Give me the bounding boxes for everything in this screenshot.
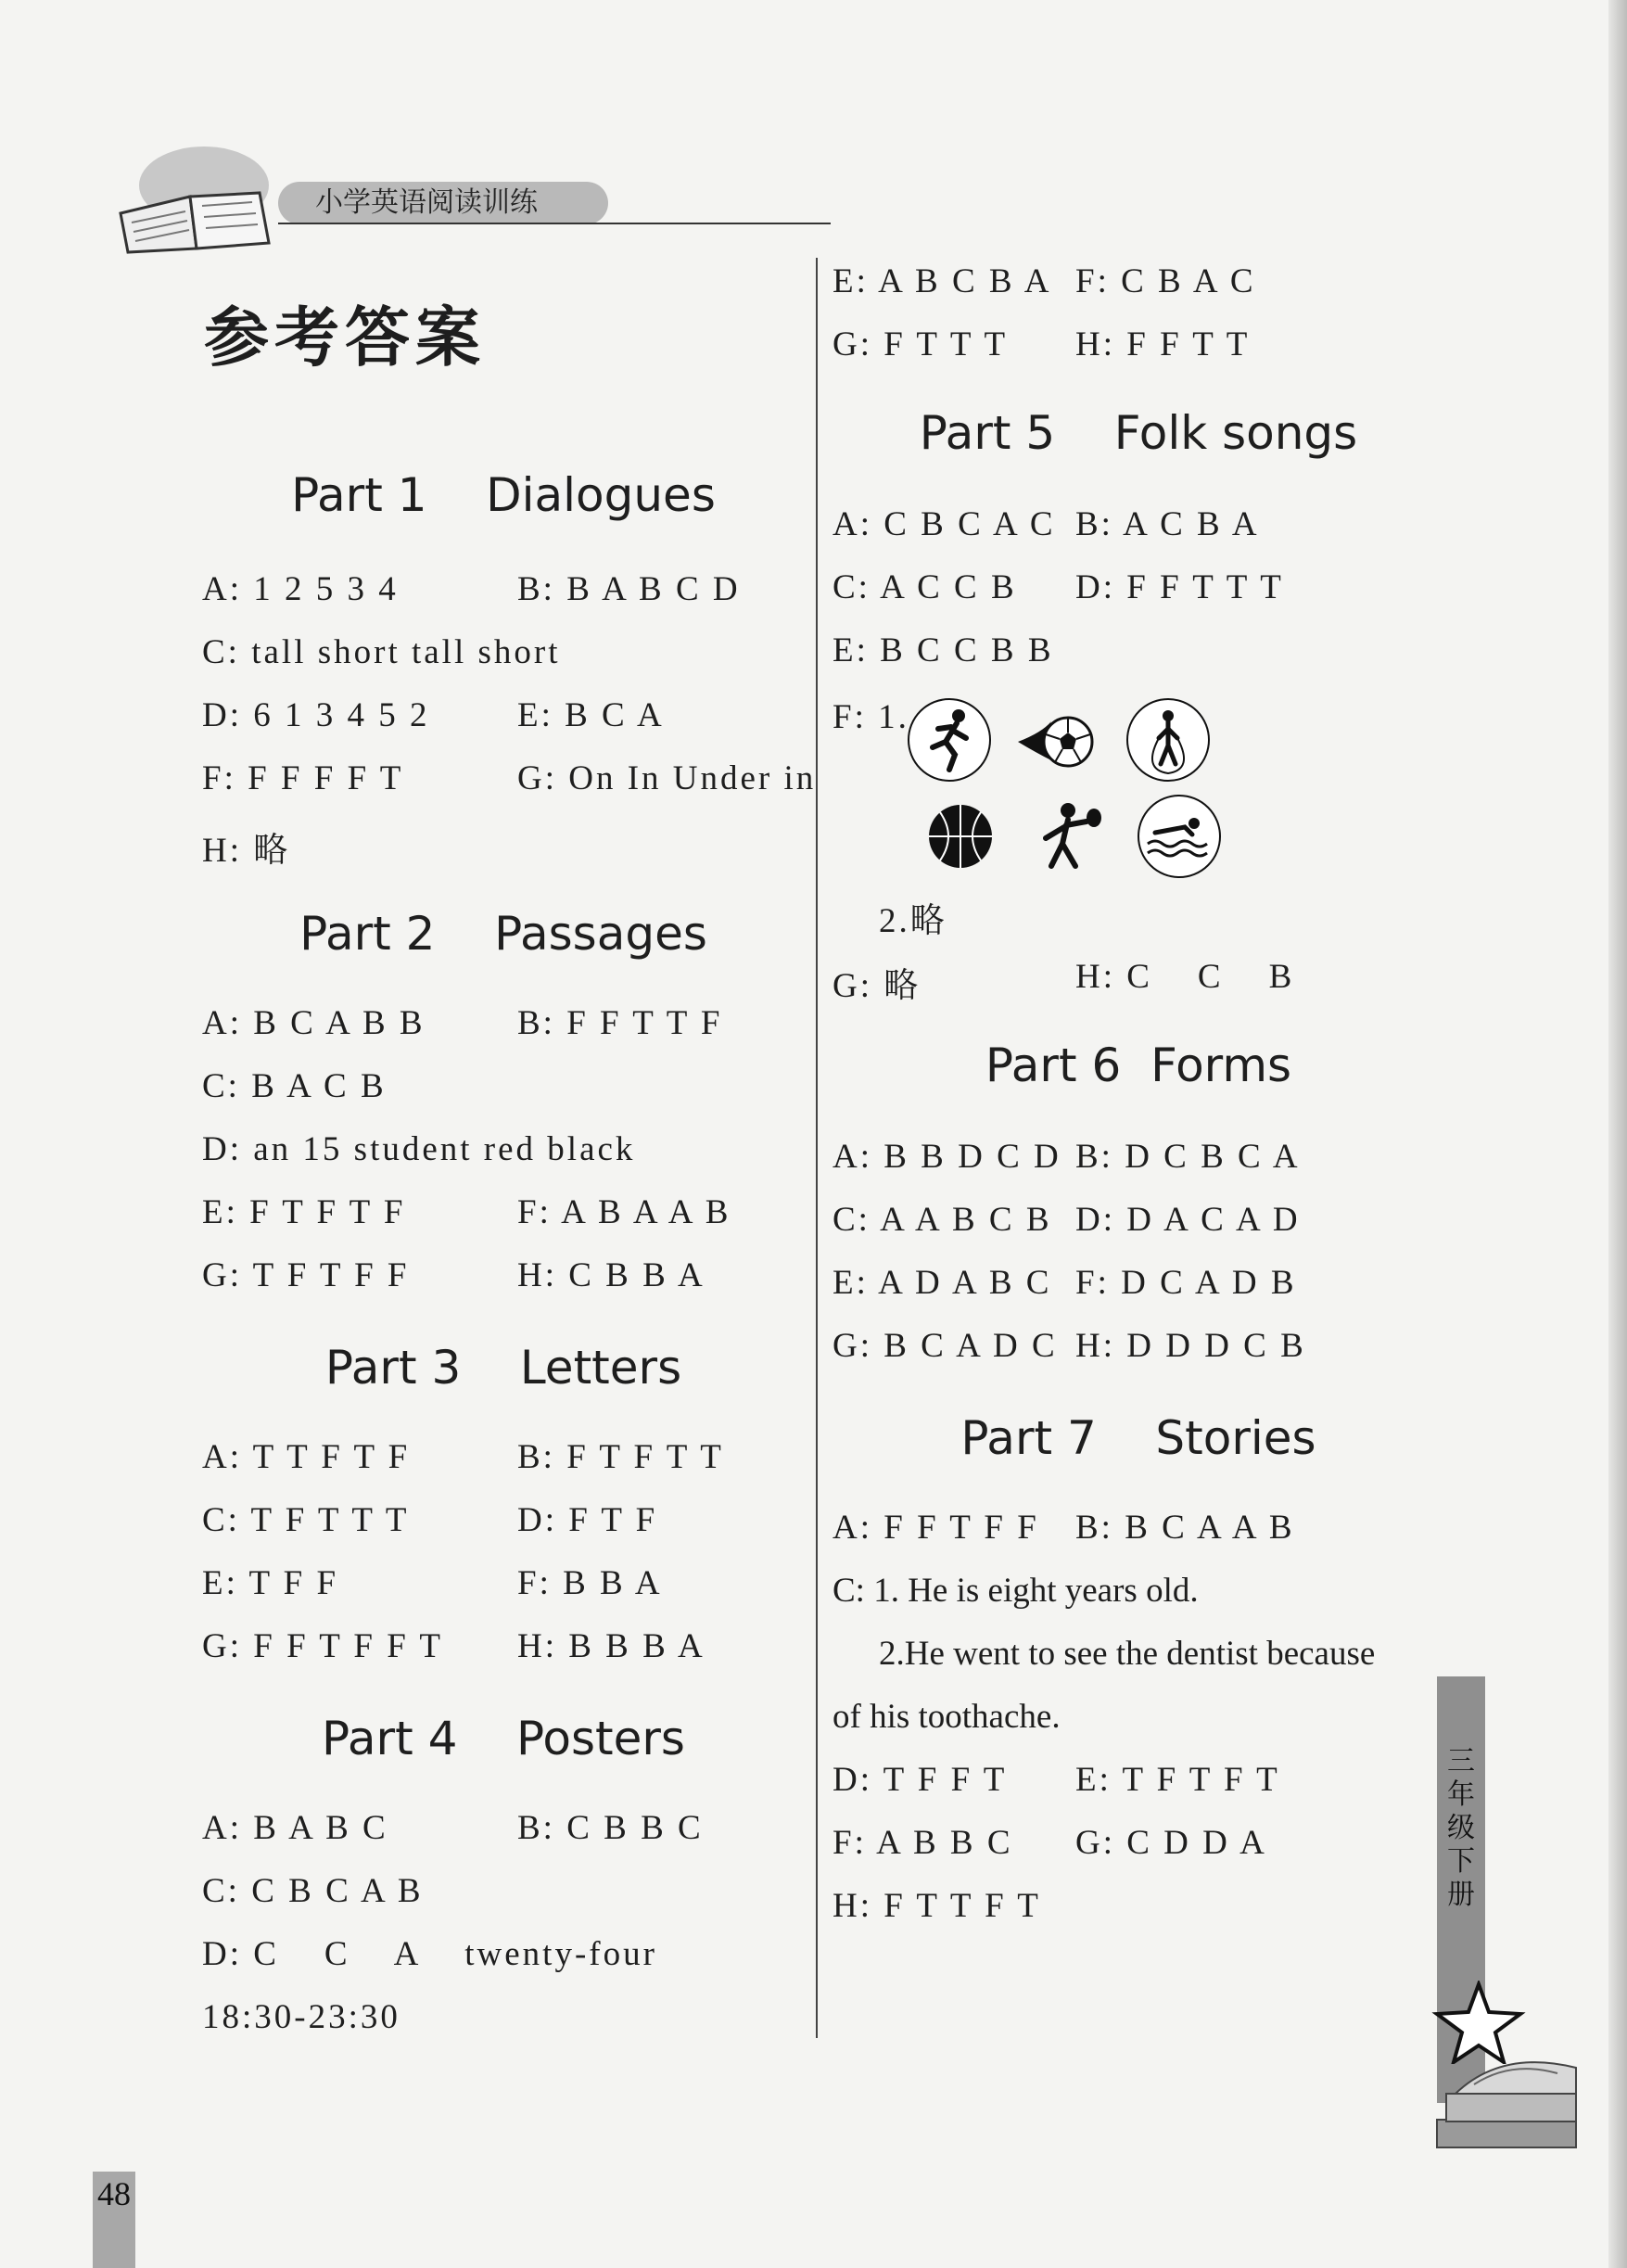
- section-heading-part-3: Part 3 Letters: [324, 1341, 682, 1395]
- answer-line: H: F F T T: [1075, 325, 1251, 363]
- answer-line: B: B A B C D: [517, 570, 741, 608]
- answer-line: 18:30-23:30: [202, 1998, 400, 2036]
- answer-line: E: T F T F T: [1075, 1761, 1280, 1799]
- section-heading-part-7: Part 7 Stories: [960, 1411, 1316, 1465]
- answer-line: C: B A C B: [202, 1067, 387, 1105]
- section-heading-part-1: Part 1 Dialogues: [291, 468, 716, 522]
- answer-line: A: C B C A C: [833, 505, 1056, 543]
- football-icon: [1014, 695, 1103, 784]
- answer-line: A: B B D C D: [833, 1138, 1061, 1176]
- answer-line: D: F T F: [517, 1501, 658, 1539]
- answer-line: F: C B A C: [1075, 262, 1256, 300]
- basketball-icon: [916, 792, 1005, 881]
- answer-line: A: F F T F F: [833, 1509, 1039, 1547]
- answer-line: F: A B A A B: [517, 1193, 731, 1231]
- answer-line: H: B B B A: [517, 1627, 705, 1665]
- answer-line: G: T F T F F: [202, 1256, 410, 1294]
- answer-line: D: D A C A D: [1075, 1201, 1301, 1239]
- column-divider: [816, 258, 818, 2038]
- answer-line: B: D C B C A: [1075, 1138, 1301, 1176]
- page-edge: [1608, 0, 1627, 2268]
- answer-line: H: 略: [202, 832, 291, 870]
- answer-line: D: C C A twenty-four: [202, 1935, 657, 1973]
- skipping-icon: [1124, 695, 1213, 784]
- answer-line: D: T F F T: [833, 1761, 1008, 1799]
- answer-line: G: B C A D C: [833, 1327, 1058, 1365]
- running-icon: [905, 695, 994, 784]
- section-heading-part-4: Part 4 Posters: [322, 1712, 685, 1765]
- answer-line: H: C B B A: [517, 1256, 705, 1294]
- answer-line: C: C B C A B: [202, 1872, 424, 1910]
- answer-line: 2.He went to see the dentist because: [879, 1635, 1376, 1673]
- answer-line: G: C D D A: [1075, 1824, 1267, 1862]
- sport-icons-row-2: [916, 792, 1224, 881]
- answer-line: D: 6 1 3 4 5 2: [202, 696, 430, 734]
- answer-line: of his toothache.: [833, 1698, 1061, 1736]
- answer-line: E: A B C B A: [833, 262, 1052, 300]
- answer-line: E: T F F: [202, 1564, 339, 1602]
- answer-line: C: A A B C B: [833, 1201, 1052, 1239]
- answer-line: B: A C B A: [1075, 505, 1260, 543]
- answer-line: F: F F F F T: [202, 759, 404, 797]
- answer-line: 2.略: [879, 902, 947, 940]
- answer-line: B: F T F T T: [517, 1438, 724, 1476]
- section-heading-part-2: Part 2 Passages: [299, 907, 707, 961]
- page-title: 参考答案: [204, 299, 486, 376]
- answer-line: H: F T T F T: [833, 1887, 1041, 1925]
- answer-line: B: F F T T F: [517, 1004, 723, 1042]
- answer-line: E: B C A: [517, 696, 665, 734]
- answer-line: E: B C C B B: [833, 631, 1054, 669]
- answer-line: A: B C A B B: [202, 1004, 426, 1042]
- answer-line: G: 略: [833, 967, 922, 1005]
- answer-line: D: an 15 student red black: [202, 1130, 636, 1168]
- answer-line: B: C B B C: [517, 1809, 704, 1847]
- answer-line: G: F F T F F T: [202, 1627, 444, 1665]
- grade-label: 三年级下册: [1447, 1745, 1475, 1911]
- answer-line: A: 1 2 5 3 4: [202, 570, 399, 608]
- answer-line: F: A B B C: [833, 1824, 1013, 1862]
- answer-line: C: A C C B: [833, 568, 1017, 606]
- answer-line: E: A D A B C: [833, 1264, 1052, 1302]
- answer-line: F: 1.: [833, 698, 909, 736]
- section-heading-part-6: Part 6 Forms: [985, 1038, 1292, 1092]
- answer-line: F: D C A D B: [1075, 1264, 1297, 1302]
- answer-line: H: C C B: [1075, 958, 1295, 996]
- answer-line: F: B B A: [517, 1564, 663, 1602]
- swimming-icon: [1135, 792, 1224, 881]
- answer-line: A: T T F T F: [202, 1438, 411, 1476]
- answer-line: C: T F T T T: [202, 1501, 410, 1539]
- answer-line: E: F T F T F: [202, 1193, 406, 1231]
- answer-line: C: 1. He is eight years old.: [833, 1572, 1199, 1610]
- answer-line: G: F T T T: [833, 325, 1009, 363]
- sport-icons-row-1: [905, 695, 1213, 784]
- answer-line: C: tall short tall short: [202, 633, 561, 671]
- section-heading-part-5: Part 5 Folk songs: [919, 406, 1358, 460]
- books-icon: [1418, 2040, 1604, 2160]
- table-tennis-icon: [1025, 792, 1114, 881]
- answer-line: G: On In Under in: [517, 759, 817, 797]
- page-number: 48: [97, 2175, 131, 2212]
- answer-line: D: F F T T T: [1075, 568, 1284, 606]
- answer-line: H: D D D C B: [1075, 1327, 1306, 1365]
- header-rule: [278, 223, 831, 224]
- book-title: 小学英语阅读训练: [278, 182, 608, 224]
- answer-line: B: B C A A B: [1075, 1509, 1295, 1547]
- answer-line: A: B A B C: [202, 1809, 388, 1847]
- open-book-icon: [111, 139, 278, 260]
